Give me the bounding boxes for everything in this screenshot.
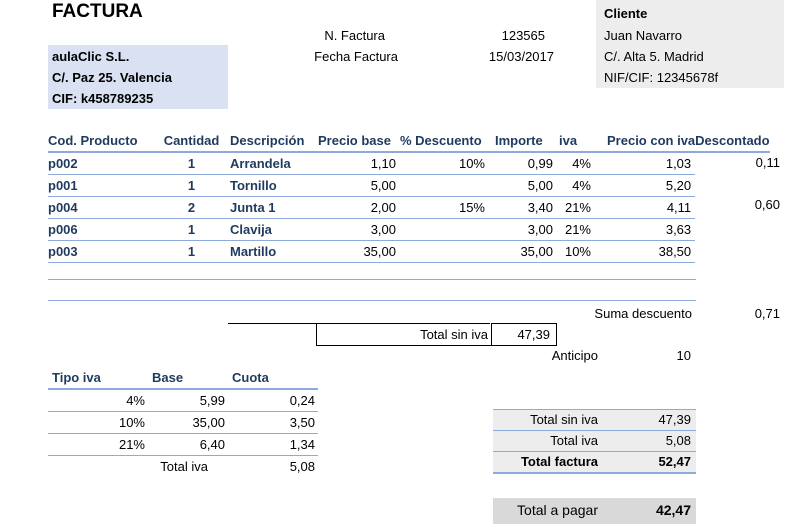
iva-type: 21%	[48, 434, 148, 456]
table-row	[48, 219, 770, 241]
client-header: Cliente	[604, 6, 648, 21]
invoice-number: 123565	[501, 28, 545, 43]
company-cif: CIF: k458789235	[52, 91, 154, 106]
table-row	[48, 434, 318, 456]
total-box-left-line	[316, 323, 317, 346]
cell-discount	[400, 219, 491, 241]
header-descontado: Descontado	[695, 130, 769, 152]
company-name: aulaClic S.L.	[52, 49, 130, 64]
invoice-date: 15/03/2017	[488, 49, 554, 64]
cell-amount: 3,00	[491, 219, 553, 241]
header-cuota: Cuota	[228, 367, 318, 389]
iva-type: 4%	[48, 389, 148, 412]
cell-amount: 0,99	[491, 152, 553, 175]
iva-cuota: 1,34	[228, 434, 318, 456]
cell-price-iva: 4,11	[597, 197, 695, 219]
cell-iva: 4%	[553, 175, 597, 197]
total-sin-iva-mid-value: 47,39	[517, 327, 550, 342]
company-address: C/. Paz 25. Valencia	[52, 70, 172, 85]
cell-code: p006	[48, 219, 155, 241]
total-sin-iva-mid-label: Total sin iva	[420, 327, 488, 342]
cell-iva: 4%	[553, 152, 597, 175]
iva-base: 35,00	[148, 412, 228, 434]
anticipo-value: 10	[676, 348, 691, 363]
empty-row-line	[48, 279, 696, 280]
summary-sin-iva-value: 47,39	[658, 412, 691, 427]
anticipo-label: Anticipo	[551, 348, 598, 363]
cell-amount: 35,00	[491, 241, 553, 263]
iva-cuota: 3,50	[228, 412, 318, 434]
total-box-bottom-line	[316, 345, 492, 346]
header-iva: iva	[553, 130, 597, 152]
suma-descuento-value: 0,71	[754, 306, 780, 321]
header-importe: Importe	[491, 130, 553, 152]
iva-base: 6,40	[148, 434, 228, 456]
cell-qty: 1	[155, 219, 228, 241]
cell-iva: 21%	[553, 197, 597, 219]
header-descripcion: Descripción	[228, 130, 314, 152]
cell-code: p002	[48, 152, 155, 175]
invoice-number-label: N. Factura	[324, 28, 385, 43]
cell-price: 35,00	[314, 241, 400, 263]
table-row	[48, 241, 770, 263]
cell-discount: 10%	[400, 152, 491, 175]
header-descuento: % Descuento	[400, 130, 491, 152]
table-row	[48, 197, 770, 219]
descontado-value-3: 0,60	[754, 197, 780, 212]
cell-discount	[400, 175, 491, 197]
cell-price-iva: 1,03	[597, 152, 695, 175]
cell-qty: 1	[155, 175, 228, 197]
header-cod-producto: Cod. Producto	[48, 130, 155, 152]
cell-desc: Tornillo	[228, 175, 314, 197]
iva-base: 5,99	[148, 389, 228, 412]
cell-desc: Junta 1	[228, 197, 314, 219]
summary-iva-label: Total iva	[550, 433, 598, 448]
client-nif: NIF/CIF: 12345678f	[604, 70, 719, 85]
cell-iva: 10%	[553, 241, 597, 263]
table-row	[48, 175, 770, 197]
cell-qty: 1	[155, 241, 228, 263]
cell-desc: Martillo	[228, 241, 314, 263]
cell-iva: 21%	[553, 219, 597, 241]
header-cantidad: Cantidad	[155, 130, 228, 152]
items-header-row	[48, 130, 770, 152]
cell-desc: Clavija	[228, 219, 314, 241]
cell-qty: 1	[155, 152, 228, 175]
iva-total-value: 5,08	[289, 459, 315, 474]
iva-header-row	[48, 367, 318, 389]
cell-code: p003	[48, 241, 155, 263]
suma-descuento-label: Suma descuento	[594, 306, 692, 321]
client-name: Juan Navarro	[604, 28, 683, 43]
table-row	[48, 389, 318, 412]
iva-cuota: 0,24	[228, 389, 318, 412]
invoice-date-label: Fecha Factura	[314, 49, 398, 64]
empty-row-line	[48, 300, 696, 301]
descontado-value-1: 0,11	[755, 155, 780, 170]
header-precio-base: Precio base	[314, 130, 400, 152]
cell-qty: 2	[155, 197, 228, 219]
header-precio-con-iva: Precio con iva	[597, 130, 695, 152]
cell-code: p004	[48, 197, 155, 219]
cell-price: 5,00	[314, 175, 400, 197]
iva-total-row	[48, 456, 318, 478]
invoice-title: FACTURA	[52, 1, 143, 22]
cell-price: 1,10	[314, 152, 400, 175]
cell-discount	[400, 241, 491, 263]
cell-code: p001	[48, 175, 155, 197]
cell-price-iva: 38,50	[597, 241, 695, 263]
table-row	[48, 152, 770, 175]
iva-total-label: Total iva	[160, 459, 208, 474]
cell-discount: 15%	[400, 197, 491, 219]
table-row	[48, 412, 318, 434]
summary-iva-value: 5,08	[665, 433, 691, 448]
cell-price-iva: 3,63	[597, 219, 695, 241]
header-base: Base	[148, 367, 228, 389]
total-pagar-value: 42,47	[655, 502, 691, 518]
summary-factura-value: 52,47	[658, 454, 691, 469]
cell-price: 2,00	[314, 197, 400, 219]
cell-amount: 5,00	[491, 175, 553, 197]
summary-sin-iva-label: Total sin iva	[530, 412, 598, 427]
cell-amount: 3,40	[491, 197, 553, 219]
cell-price-iva: 5,20	[597, 175, 695, 197]
summary-factura-label: Total factura	[520, 454, 598, 469]
cell-desc: Arrandela	[228, 152, 314, 175]
items-table	[48, 130, 770, 263]
cell-price: 3,00	[314, 219, 400, 241]
client-address: C/. Alta 5. Madrid	[604, 49, 704, 64]
iva-table	[48, 367, 318, 477]
total-pagar-label: Total a pagar	[517, 502, 598, 518]
header-tipo-iva: Tipo iva	[48, 367, 148, 389]
iva-type: 10%	[48, 412, 148, 434]
